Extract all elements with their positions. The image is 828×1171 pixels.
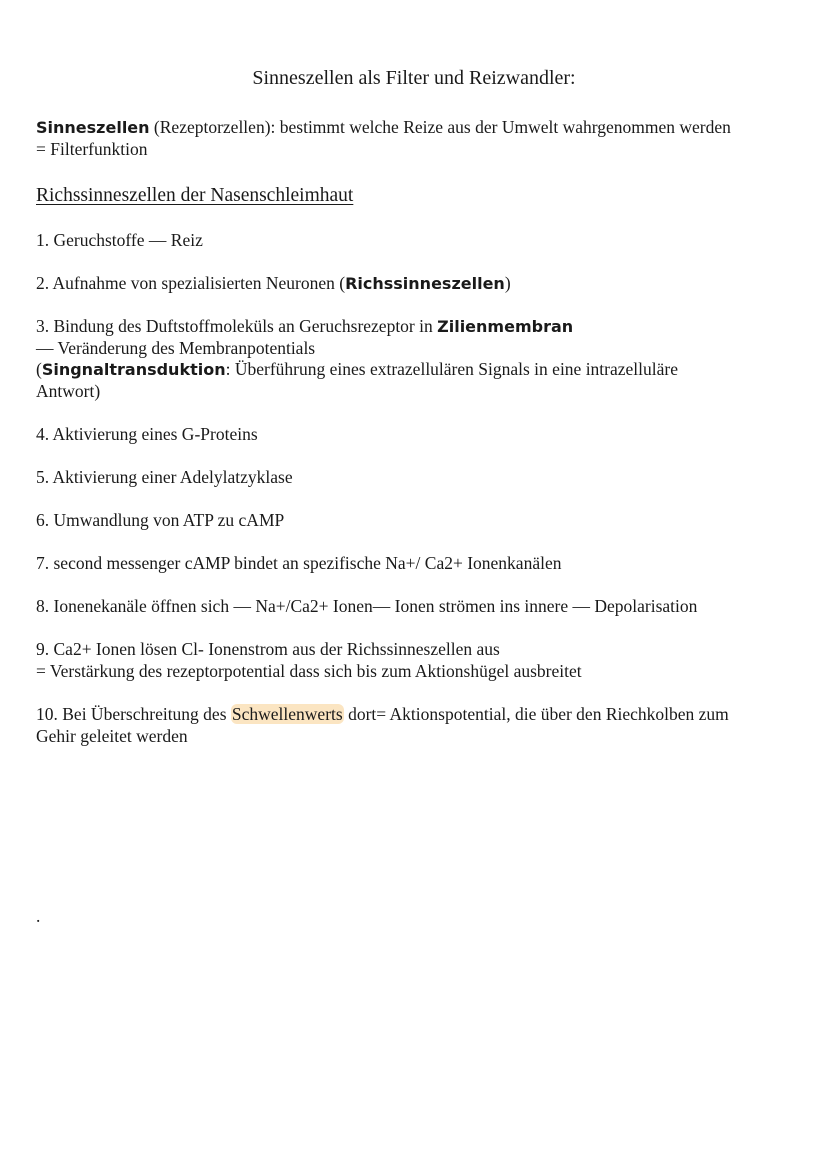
intro-line-2: = Filterfunktion	[36, 138, 148, 159]
step-10-text: 10. Bei Überschreitung des	[36, 704, 231, 724]
intro-term: Sinneszellen	[36, 118, 150, 137]
highlighted-term: Schwellenwerts	[231, 704, 343, 724]
intro-rest: (Rezeptorzellen): bestimmt welche Reize aus der Umwelt wahrgenommen werden	[149, 117, 731, 137]
step-10-rest: dort= Aktionspotential, die über den Riechkolben zum	[343, 704, 729, 724]
step-1: 1. Geruchstoffe — Reiz	[36, 230, 203, 250]
step-3-line-2: — Veränderung des Membranpotentials	[36, 337, 316, 358]
step-2-text: 2. Aufnahme von spezialisierten Neuronen (	[36, 273, 346, 293]
step-7: 7. second messenger cAMP bindet an spezifische Na+/ Ca2+ Ionenkanälen	[36, 553, 562, 573]
step-8: 8. Ionenekanäle öffnen sich — Na+/Ca2+ Ionen— Ionen strömen ins innere — Depolarisation	[36, 596, 698, 616]
step-3	[36, 316, 796, 402]
step-2-bold: Richssinneszellen	[345, 274, 505, 293]
page-title: Sinneszellen als Filter und Reizwandler:	[252, 67, 576, 89]
step-3-line-1	[36, 316, 796, 338]
intro-paragraph	[36, 117, 796, 160]
step-3-definition: : Überführung eines extrazellulären Signals in eine intrazelluläre	[225, 359, 678, 379]
step-3-bold: Zilienmembran	[437, 317, 574, 336]
step-9-line-1: 9. Ca2+ Ionen lösen Cl- Ionenstrom aus der Richssinneszellen aus	[36, 639, 500, 659]
step-2	[36, 273, 796, 295]
step-3-paren: (	[36, 359, 42, 379]
step-4: 4. Aktivierung eines G-Proteins	[36, 424, 258, 444]
step-10-line-1	[36, 704, 796, 726]
step-9	[36, 639, 796, 682]
step-2-close: )	[504, 273, 511, 293]
section-heading: Richssinneszellen der Nasenschleimhaut	[36, 185, 354, 206]
step-3-line-4: Antwort)	[36, 380, 101, 401]
step-3-term: Singnaltransduktion	[41, 360, 226, 379]
step-5: 5. Aktivierung einer Adelylatzyklase	[36, 467, 293, 487]
step-3-text: 3. Bindung des Duftstoffmoleküls an Geruchsrezeptor in	[36, 316, 438, 336]
step-10	[36, 704, 796, 747]
step-3-line-3	[36, 359, 796, 381]
step-6: 6. Umwandlung von ATP zu cAMP	[36, 510, 285, 530]
step-9-line-2: = Verstärkung des rezeptorpotential dass sich bis zum Aktionshügel ausbreitet	[36, 660, 582, 681]
step-10-line-2: Gehir geleitet werden	[36, 725, 188, 746]
intro-line-1	[36, 117, 796, 139]
trailing-dot: .	[36, 906, 41, 926]
